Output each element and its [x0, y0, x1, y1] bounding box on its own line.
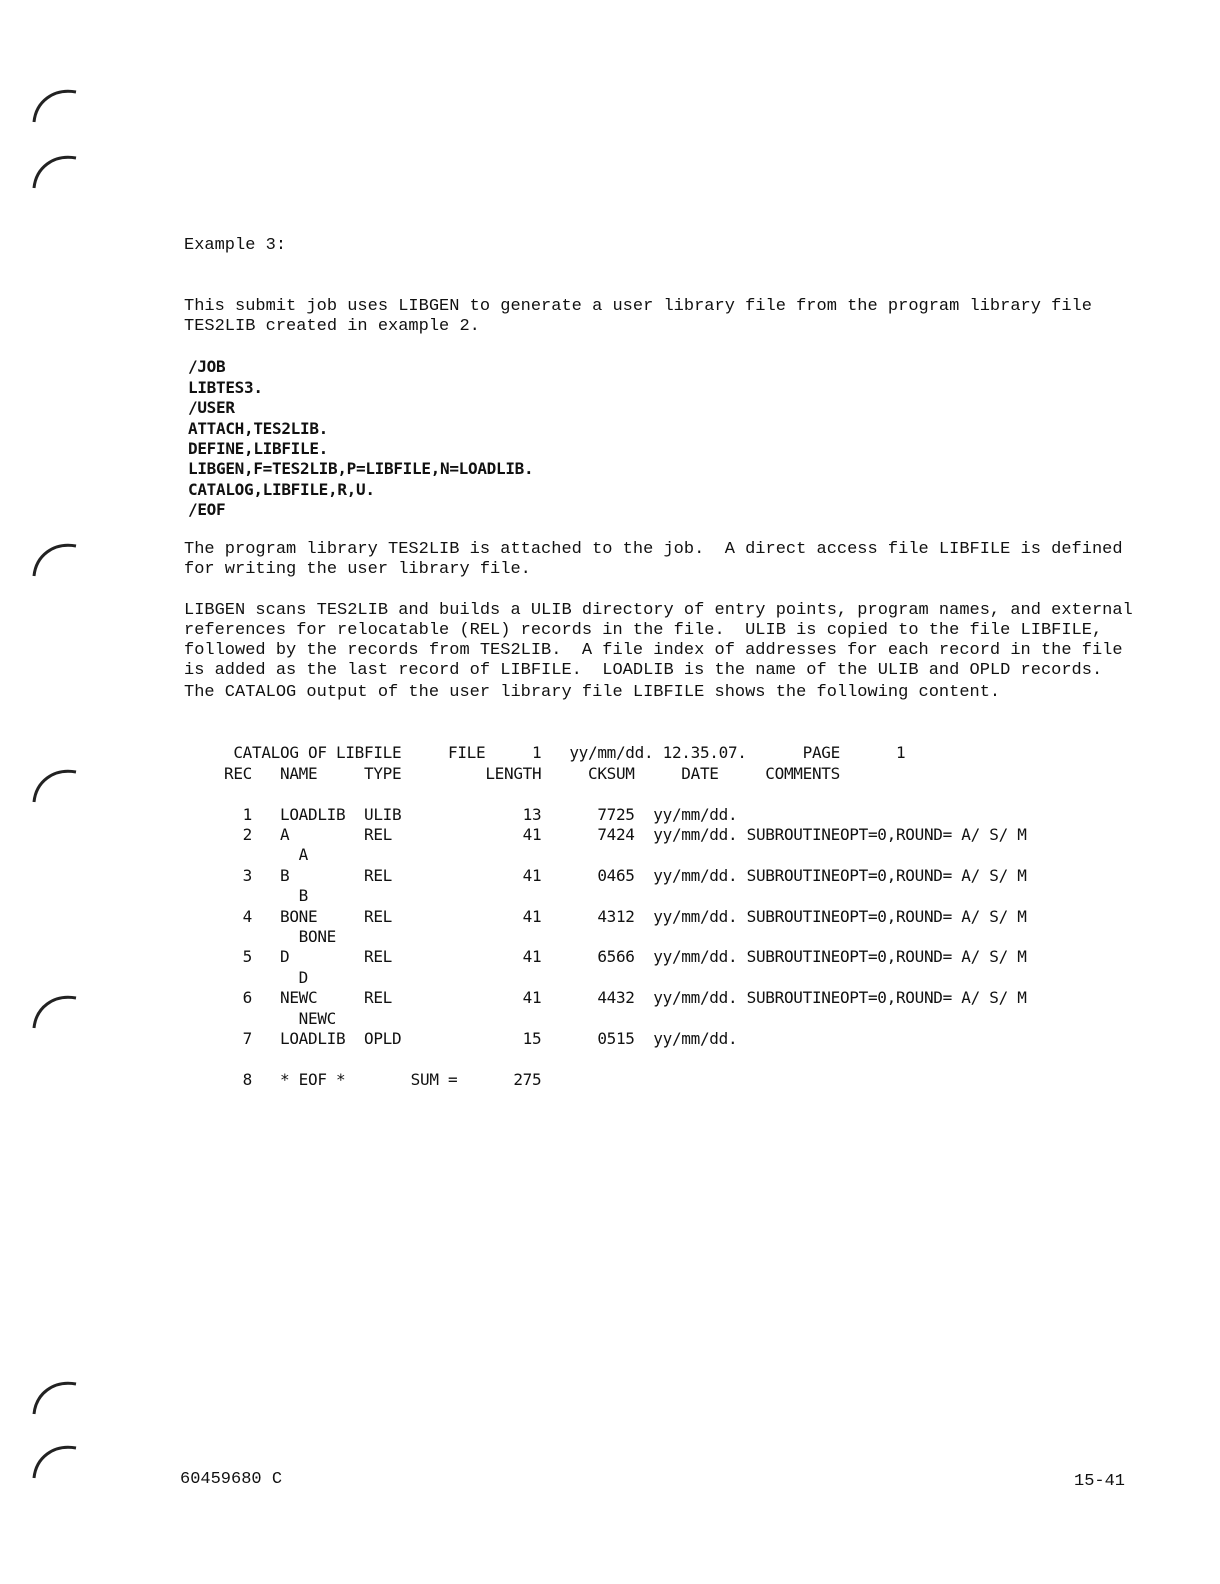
paragraph-line: is added as the last record of LIBFILE. LOADLIB is the name of the ULIB and OPLD records. [184, 661, 1103, 680]
catalog-record-line: A [224, 845, 308, 865]
code-line: CATALOG,LIBFILE,R,U. [188, 479, 375, 499]
paragraph-line: followed by the records from TES2LIB. A file index of addresses for each record in the file [184, 641, 1123, 660]
paragraph-line: for writing the user library file. [184, 560, 531, 579]
catalog-record-line: B [224, 886, 308, 906]
binder-hole-mark [28, 82, 88, 132]
catalog-record-line: NEWC [224, 1008, 336, 1028]
catalog-record-line: 3 B REL 41 0465 yy/mm/dd. SUBROUTINEOPT=0,ROUND= A/ S/ M [224, 865, 1027, 885]
catalog-record-line: 1 LOADLIB ULIB 13 7725 yy/mm/dd. [224, 804, 738, 824]
catalog-eof-line: 8 * EOF * SUM = 275 [224, 1069, 542, 1089]
catalog-title-line: CATALOG OF LIBFILE FILE 1 yy/mm/dd. 12.35.07. PAGE 1 [224, 743, 906, 763]
binder-hole-mark [28, 988, 88, 1038]
example-heading: Example 3: [184, 236, 287, 255]
catalog-output [224, 723, 1027, 1111]
catalog-record-line: 5 D REL 41 6566 yy/mm/dd. SUBROUTINEOPT=0,ROUND= A/ S/ M [224, 947, 1027, 967]
code-line: /JOB [188, 357, 226, 377]
document-number: 60459680 C [180, 1470, 283, 1489]
code-line: DEFINE,LIBFILE. [188, 439, 328, 459]
paragraph-line: LIBGEN scans TES2LIB and builds a ULIB directory of entry points, program names, and external [184, 601, 1133, 620]
binder-hole-mark [28, 1374, 88, 1424]
catalog-record-line: BONE [224, 927, 336, 947]
catalog-blank-line [224, 1050, 1027, 1070]
catalog-intro: The CATALOG output of the user library file LIBFILE shows the following content. [184, 683, 1001, 702]
code-line: LIBTES3. [188, 377, 263, 397]
catalog-record-line: 6 NEWC REL 41 4432 yy/mm/dd. SUBROUTINEOPT=0,ROUND= A/ S/ M [224, 988, 1027, 1008]
code-line: ATTACH,TES2LIB. [188, 418, 328, 438]
binder-hole-mark [28, 1438, 88, 1488]
intro-line: This submit job uses LIBGEN to generate a user library file from the program library file [184, 297, 1092, 316]
page-number: 15-41 [1074, 1472, 1126, 1491]
binder-hole-mark [28, 762, 88, 812]
catalog-record-line: 2 A REL 41 7424 yy/mm/dd. SUBROUTINEOPT=0,ROUND= A/ S/ M [224, 825, 1027, 845]
catalog-blank-line [224, 784, 1027, 804]
paragraph-line: The program library TES2LIB is attached to the job. A direct access file LIBFILE is defined [184, 540, 1123, 559]
binder-hole-mark [28, 148, 88, 198]
catalog-record-line: 4 BONE REL 41 4312 yy/mm/dd. SUBROUTINEOPT=0,ROUND= A/ S/ M [224, 906, 1027, 926]
code-line: /EOF [188, 500, 226, 520]
catalog-header-line: REC NAME TYPE LENGTH CKSUM DATE COMMENTS [224, 763, 840, 783]
catalog-record-line: 7 LOADLIB OPLD 15 0515 yy/mm/dd. [224, 1029, 738, 1049]
code-line: /USER [188, 398, 235, 418]
catalog-record-line: D [224, 967, 308, 987]
binder-hole-mark [28, 536, 88, 586]
paragraph-line: references for relocatable (REL) records in the file. ULIB is copied to the file LIBFILE, [184, 621, 1103, 640]
job-listing [188, 337, 533, 541]
intro-line: TES2LIB created in example 2. [184, 317, 480, 336]
code-line: LIBGEN,F=TES2LIB,P=LIBFILE,N=LOADLIB. [188, 459, 534, 479]
